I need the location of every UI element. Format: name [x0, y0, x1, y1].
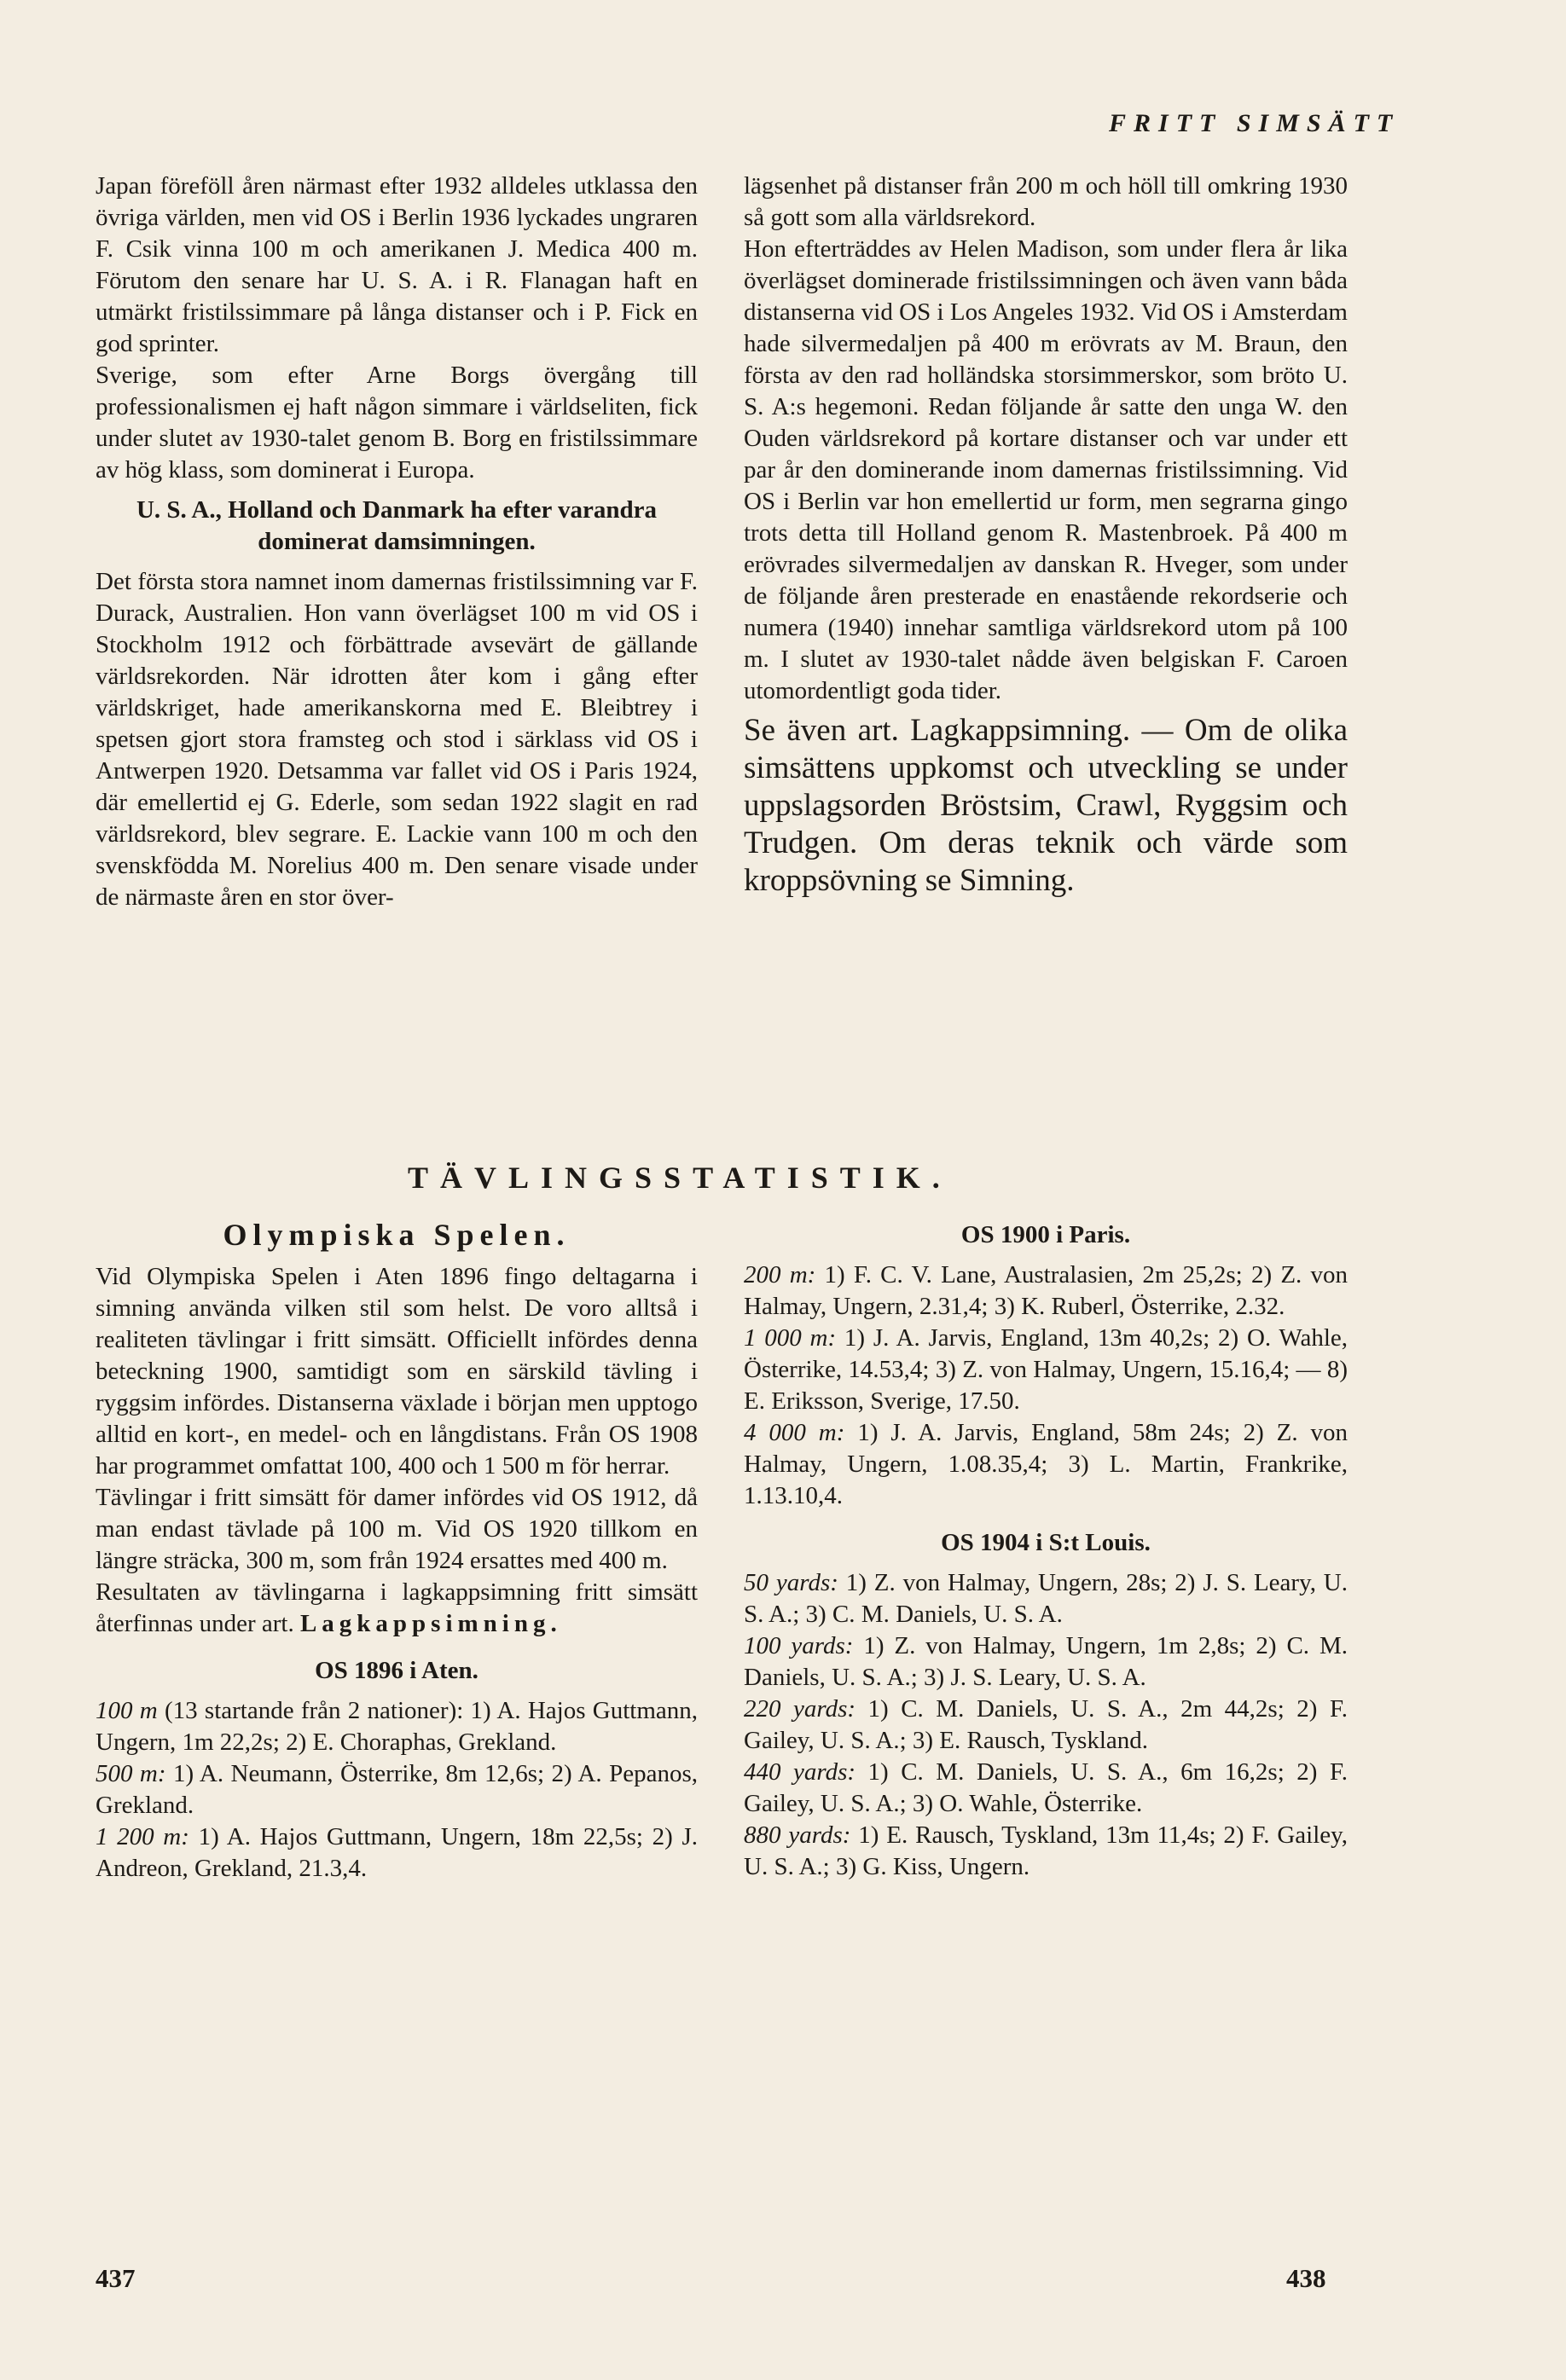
result-entry	[96, 1821, 698, 1885]
result-entry	[96, 1758, 698, 1821]
event-name: 50 yards:	[744, 1569, 838, 1596]
event-name: 4 000 m:	[744, 1419, 845, 1446]
result-text: 1) A. Neumann, Österrike, 8m 12,6s; 2) A. Pepanos, Grekland.	[96, 1760, 699, 1819]
paragraph: Vid Olympiska Spelen i Aten 1896 fingo deltagarna i simning använda vilken stil som helst. De voro alltså i realiteten tävlingar i fritt simsätt. Officiellt infördes denna beteckning 1900, samtidigt som en särskild tävling i ryggsim infördes. Distanserna växlade i början men upptogo alltid en kort-, en medel- och en långdistans. Från OS 1908 har programmet omfattat 100, 400 och 1 500 m för herrar.	[96, 1263, 698, 1480]
result-entry	[744, 1259, 1348, 1323]
event-name: 500 m:	[96, 1760, 166, 1787]
reference-link: Lagkappsimning.	[299, 1610, 562, 1637]
os1896-heading: OS 1896 i Aten.	[315, 1657, 478, 1684]
result-entry	[744, 1757, 1348, 1820]
event-name: 1 200 m:	[96, 1823, 189, 1850]
paragraph: Japan föreföll åren närmast efter 1932 alldeles utklassa den övriga världen, men vid OS i Berlin 1936 lyckades ungraren F. Csik vinna 100 m och amerikanen J. Medica 400 m. Förutom den senare har U. S. A. i R. Flanagan haft en utmärkt fristilssimmare på långa distanser och i P. Fick en god sprinter.	[96, 172, 698, 357]
result-entry	[744, 1694, 1348, 1757]
result-text: (13 startande från 2 nationer): 1) A. Hajos Guttmann, Ungern, 1m 22,2s; 2) E. Choraphas, Grekland.	[96, 1697, 698, 1756]
subheading: U. S. A., Holland och Danmark ha efter varandra dominerat damsimningen.	[136, 496, 658, 555]
event-name: 200 m:	[744, 1261, 816, 1288]
result-text: 1) J. A. Jarvis, England, 58m 24s; 2) Z. von Halmay, Ungern, 1.08.35,4; 3) L. Martin, Frankrike, 1.13.10,4.	[744, 1419, 1348, 1509]
bottom-left-column	[96, 1219, 698, 1885]
reference-paragraph	[96, 1577, 698, 1640]
reference-text: Resultaten av tävlingarna i lagkappsimning fritt simsätt återfinnas under art.	[96, 1578, 698, 1637]
result-entry	[96, 1695, 698, 1758]
running-header: FRITT SIMSÄTT	[1109, 109, 1401, 137]
os1900-heading: OS 1900 i Paris.	[960, 1221, 1131, 1248]
result-text: 1) C. M. Daniels, U. S. A., 6m 16,2s; 2) F. Gailey, U. S. A.; 3) O. Wahle, Österrike.	[744, 1758, 1348, 1817]
paragraph: Sverige, som efter Arne Borgs övergång till professionalismen ej haft någon simmare i världseliten, fick under slutet av 1930-talet genom B. Borg en fristilssimmare av hög klass, som dominerat i Europa.	[96, 362, 698, 484]
result-text: 1) J. A. Jarvis, England, 13m 40,2s; 2) O. Wahle, Österrike, 14.53,4; 3) Z. von Halmay, Ungern, 15.16,4; — 8) E. Eriksson, Sverige, 17.50.	[744, 1324, 1348, 1415]
page-number-left: 437	[96, 2263, 136, 2293]
os1904-heading: OS 1904 i S:t Louis.	[941, 1529, 1151, 1556]
result-text: 1) E. Rausch, Tyskland, 13m 11,4s; 2) F. Gailey, U. S. A.; 3) G. Kiss, Ungern.	[744, 1821, 1348, 1880]
paragraph: Det första stora namnet inom damernas fristilssimning var F. Durack, Australien. Hon vann överlägset 100 m vid OS i Stockholm 1912 och förbättrade avsevärt de gällande världsrekorden. När idrotten åter kom i gång efter världskriget, hade amerikanskorna med E. Bleibtrey i spetsen gjort stora framsteg och stod i särklass vid OS i Antwerpen 1920. Detsamma var fallet vid OS i Paris 1924, där emellertid ej G. Ederle, som sedan 1922 slagit en rad världsrekord, blev segrare. E. Lackie vann 100 m och den svenskfödda M. Norelius 400 m. Den senare visade under de närmaste åren en stor över-	[96, 568, 698, 911]
result-entry	[744, 1323, 1348, 1417]
result-text: 1) A. Hajos Guttmann, Ungern, 18m 22,5s; 2) J. Andreon, Grekland, 21.3,4.	[96, 1823, 698, 1882]
paragraph: Hon efterträddes av Helen Madison, som under flera år lika överlägset dominerade fristilssimningen och även vann båda distanserna vid OS i Los Angeles 1932. Vid OS i Amsterdam hade silvermedaljen på 400 m erövrats av M. Braun, den första av den rad holländska storsimmerskor, som bröto U. S. A:s hegemoni. Redan följande år satte den unga W. den Ouden världsrekord på kortare distanser och var under ett par år den dominerande inom damernas fristilssimning. Vid OS i Berlin var hon emellertid ur form, men segrarna gingo trots detta till Holland genom R. Mastenbroek. På 400 m erövrades silvermedaljen av danskan R. Hveger, som under de följande åren presterade en enastående rekordserie och numera (1940) innehar samtliga världsrekord utom på 100 m. I slutet av 1930-talet nådde även belgiskan F. Caroen utomordentligt goda tider.	[744, 235, 1348, 704]
result-entry	[744, 1630, 1348, 1694]
cross-reference-note: Se även art. Lagkappsimning. — Om de olika simsättens uppkomst och utveckling se under uppslagsorden Bröstsim, Crawl, Ryggsim och Trudgen. Om deras teknik och värde som kroppsövning se Simning.	[744, 713, 1348, 898]
top-left-column	[96, 171, 698, 913]
event-name: 100 m	[96, 1697, 158, 1724]
event-name: 440 yards:	[744, 1758, 856, 1786]
result-text: 1) Z. von Halmay, Ungern, 28s; 2) J. S. Leary, U. S. A.; 3) C. M. Daniels, U. S. A.	[744, 1569, 1348, 1628]
event-name: 220 yards:	[744, 1695, 856, 1723]
result-entry	[744, 1417, 1348, 1512]
paragraph: Tävlingar i fritt simsätt för damer infördes vid OS 1912, då man endast tävlade på 100 m. Vid OS 1920 tillkom en längre sträcka, 300 m, som från 1924 ersattes med 400 m.	[96, 1484, 698, 1574]
result-entry	[744, 1820, 1348, 1883]
event-name: 1 000 m:	[744, 1324, 837, 1352]
result-text: 1) Z. von Halmay, Ungern, 1m 2,8s; 2) C. M. Daniels, U. S. A.; 3) J. S. Leary, U. S. A.	[744, 1632, 1348, 1691]
page-number-right: 438	[1286, 2263, 1326, 2293]
bottom-right-column	[744, 1219, 1348, 1883]
top-right-column	[744, 171, 1348, 900]
olympic-games-title: Olympiska Spelen.	[223, 1218, 571, 1252]
result-text: 1) C. M. Daniels, U. S. A., 2m 44,2s; 2) F. Gailey, U. S. A.; 3) E. Rausch, Tyskland.	[744, 1695, 1348, 1754]
section-title: TÄVLINGSSTATISTIK.	[408, 1161, 952, 1195]
event-name: 100 yards:	[744, 1632, 854, 1659]
event-name: 880 yards:	[744, 1821, 851, 1849]
paragraph: lägsenhet på distanser från 200 m och höll till omkring 1930 så gott som alla världsrekord.	[744, 172, 1348, 231]
result-text: 1) F. C. V. Lane, Australasien, 2m 25,2s; 2) Z. von Halmay, Ungern, 2.31,4; 3) K. Ruberl, Österrike, 2.32.	[744, 1261, 1348, 1320]
result-entry	[744, 1567, 1348, 1630]
